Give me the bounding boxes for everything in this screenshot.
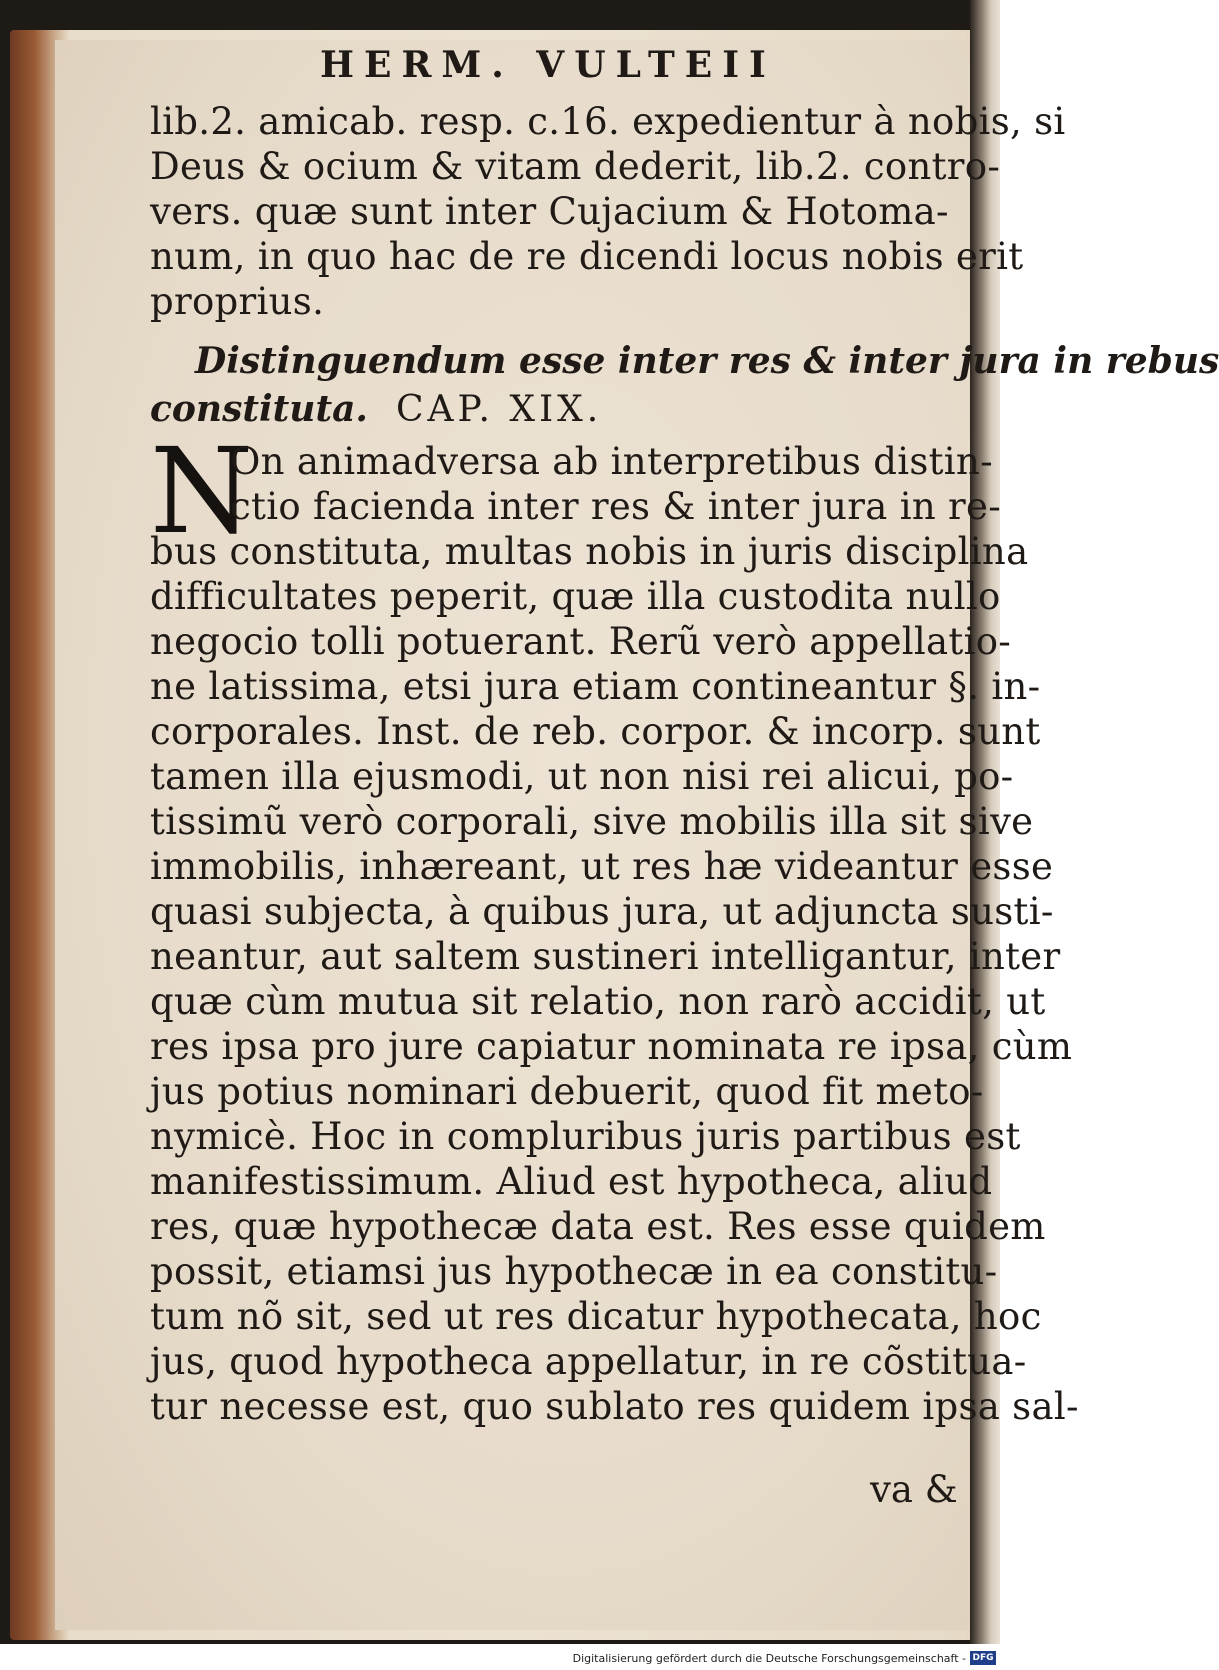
text-line: ne latissima, etsi jura etiam contineantur §. in- xyxy=(150,665,1041,708)
text-line: immobilis, inhæreant, ut res hæ videantur esse xyxy=(150,845,1054,888)
dfg-logo: DFG xyxy=(970,1651,996,1665)
running-head: HERM. VULTEII xyxy=(320,44,776,86)
chapter-title-line-1: Distinguendum esse inter res & inter jura in rebus xyxy=(195,340,1219,382)
chapter-number: CAP. XIX. xyxy=(395,389,603,430)
text-line: ctio facienda inter res & inter jura in re- xyxy=(230,485,1002,528)
text-line: neantur, aut saltem sustineri intelligantur, inter xyxy=(150,935,1061,978)
text-line: res, quæ hypothecæ data est. Res esse quidem xyxy=(150,1205,1046,1248)
text-line: quasi subjecta, à quibus jura, ut adjuncta susti- xyxy=(150,890,1054,933)
text-line: Deus & ocium & vitam dederit, lib.2. contro- xyxy=(150,145,1001,188)
text-line: quæ cùm mutua sit relatio, non rarò accidit, ut xyxy=(150,980,1046,1023)
text-line: tur necesse est, quo sublato res quidem ipsa sal- xyxy=(150,1385,1079,1428)
footer-credit: Digitalisierung gefördert durch die Deutsche Forschungsgemeinschaft - xyxy=(572,1652,966,1665)
text-line: lib.2. amicab. resp. c.16. expedientur à nobis, si xyxy=(150,100,1066,143)
text-line: negocio tolli potuerant. Rerũ verò appellatio- xyxy=(150,620,1012,663)
catchword: va & xyxy=(870,1468,958,1511)
text-line: num, in quo hac de re dicendi locus nobis erit xyxy=(150,235,1024,278)
text-line: tissimũ verò corporali, sive mobilis illa sit sive xyxy=(150,800,1034,843)
text-line: corporales. Inst. de reb. corpor. & incorp. sunt xyxy=(150,710,1041,753)
text-line: jus potius nominari debuerit, quod fit meto- xyxy=(150,1070,984,1113)
text-line: nymicè. Hoc in compluribus juris partibus est xyxy=(150,1115,1021,1158)
text-line: bus constituta, multas nobis in juris disciplina xyxy=(150,530,1029,573)
text-line: res ipsa pro jure capiatur nominata re ipsa, cùm xyxy=(150,1025,1073,1068)
text-line: tum nõ sit, sed ut res dicatur hypothecata, hoc xyxy=(150,1295,1042,1338)
footer-bar xyxy=(0,1648,1000,1670)
drop-capital: N xyxy=(150,422,254,560)
text-line: manifestissimum. Aliud est hypotheca, aliud xyxy=(150,1160,993,1203)
text-line: vers. quæ sunt inter Cujacium & Hotoma- xyxy=(150,190,949,233)
chapter-title-end: constituta. xyxy=(150,388,368,430)
text-line: tamen illa ejusmodi, ut non nisi rei alicui, po- xyxy=(150,755,1014,798)
text-line: possit, etiamsi jus hypothecæ in ea constitu- xyxy=(150,1250,998,1293)
text-line: On animadversa ab interpretibus distin- xyxy=(230,440,993,483)
text-line: difficultates peperit, quæ illa custodita nullo xyxy=(150,575,1001,618)
text-line: jus, quod hypotheca appellatur, in re cõstitua- xyxy=(150,1340,1027,1383)
text-line: proprius. xyxy=(150,280,325,323)
